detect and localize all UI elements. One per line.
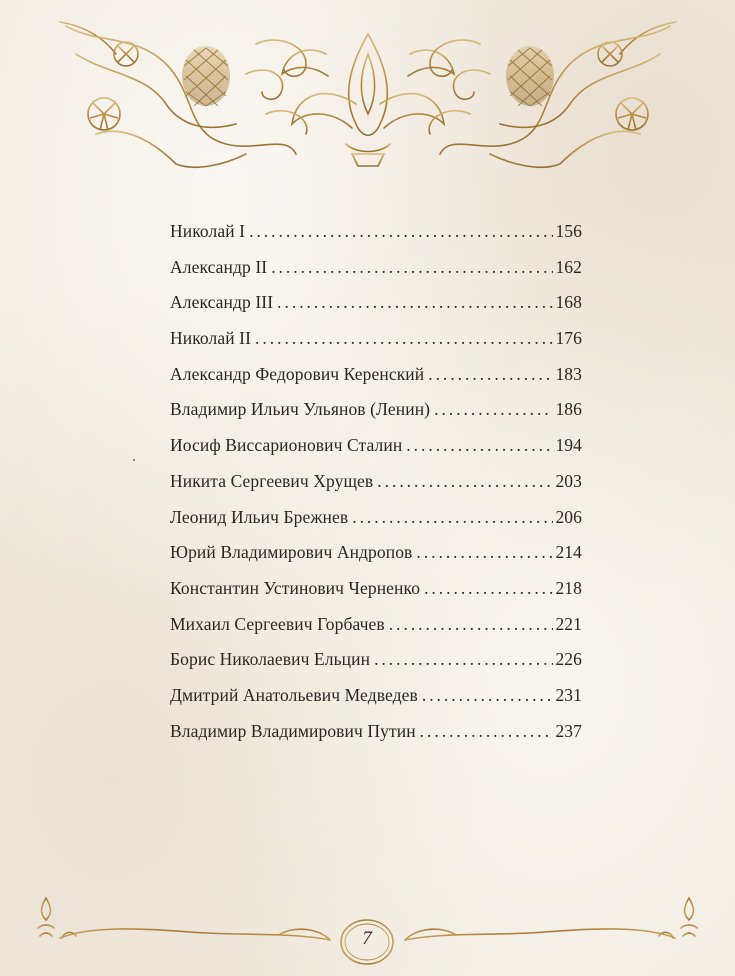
toc-entry-name: Борис Николаевич Ельцин [170, 649, 371, 670]
toc-entry[interactable] [170, 289, 582, 325]
toc-entry-page: 226 [555, 649, 582, 670]
toc-entry-name: Леонид Ильич Брежнев [170, 506, 349, 527]
toc-leader-dots [406, 432, 553, 458]
toc-entry[interactable] [170, 396, 582, 432]
toc-leader-dots [374, 646, 553, 672]
toc-entry-page: 214 [555, 542, 582, 563]
toc-leader-dots [249, 218, 553, 244]
toc-leader-dots [352, 504, 553, 530]
toc-entry-page: 162 [555, 256, 582, 277]
toc-leader-dots [420, 718, 554, 744]
toc-entry-name: Николай I [170, 221, 246, 241]
toc-entry[interactable] [170, 682, 582, 718]
toc-entry-page: 168 [555, 292, 582, 313]
toc-entry-name: Никита Сергеевич Хрущев [170, 470, 374, 491]
toc-entry-page: 183 [555, 363, 582, 384]
toc-entry[interactable] [170, 254, 582, 290]
toc-entry-page: 206 [555, 506, 582, 527]
toc-leader-dots [277, 289, 553, 315]
toc-entry-name: Иосиф Виссарионович Сталин [170, 435, 403, 456]
paper-speck [133, 459, 135, 461]
toc-leader-dots [389, 611, 554, 637]
toc-entry-page: 237 [555, 720, 582, 741]
toc-entry[interactable] [170, 539, 582, 575]
toc-entry-page: 203 [555, 470, 582, 491]
toc-leader-dots [434, 396, 553, 422]
toc-leader-dots [416, 539, 553, 565]
toc-leader-dots [271, 254, 553, 280]
toc-entry-name: Александр III [170, 292, 274, 313]
toc-entry[interactable] [170, 468, 582, 504]
toc-entry[interactable] [170, 611, 582, 647]
toc-leader-dots [377, 468, 553, 494]
toc-entry-name: Владимир Владимирович Путин [170, 720, 416, 741]
toc-entry[interactable] [170, 646, 582, 682]
toc-leader-dots [422, 682, 554, 708]
toc-leader-dots [424, 575, 553, 601]
toc-entry-name: Владимир Ильич Ульянов (Ленин) [170, 399, 431, 420]
toc-entry-name: Юрий Владимирович Андропов [170, 542, 413, 563]
toc-entry-name: Дмитрий Анатольевич Медведев [170, 684, 418, 705]
toc-entry-page: 186 [555, 399, 582, 420]
toc-entry[interactable] [170, 432, 582, 468]
toc-leader-dots [428, 361, 553, 387]
toc-entry-page: 231 [555, 684, 582, 705]
toc-entry-name: Александр Федорович Керенский [170, 363, 425, 384]
toc-entry[interactable] [170, 361, 582, 397]
toc-entry[interactable] [170, 504, 582, 540]
toc-entry-name: Александр II [170, 256, 268, 277]
toc-entry[interactable] [170, 218, 582, 254]
toc-entry[interactable] [170, 325, 582, 361]
toc-entry-name: Михаил Сергеевич Горбачев [170, 613, 385, 634]
toc-entry-page: 156 [555, 221, 582, 241]
toc-entry-name: Константин Устинович Черненко [170, 577, 421, 598]
toc-entry-page: 194 [555, 435, 582, 456]
table-of-contents [170, 218, 582, 753]
toc-leader-dots [255, 325, 553, 351]
toc-entry-name: Николай II [170, 328, 252, 349]
floral-ornament-icon [56, 14, 680, 174]
toc-entry[interactable] [170, 575, 582, 611]
toc-entry-page: 218 [555, 577, 582, 598]
toc-entry-page: 221 [555, 613, 582, 634]
toc-entry-page: 176 [555, 328, 582, 349]
page-number: 7 [362, 928, 372, 949]
toc-entry[interactable] [170, 718, 582, 754]
